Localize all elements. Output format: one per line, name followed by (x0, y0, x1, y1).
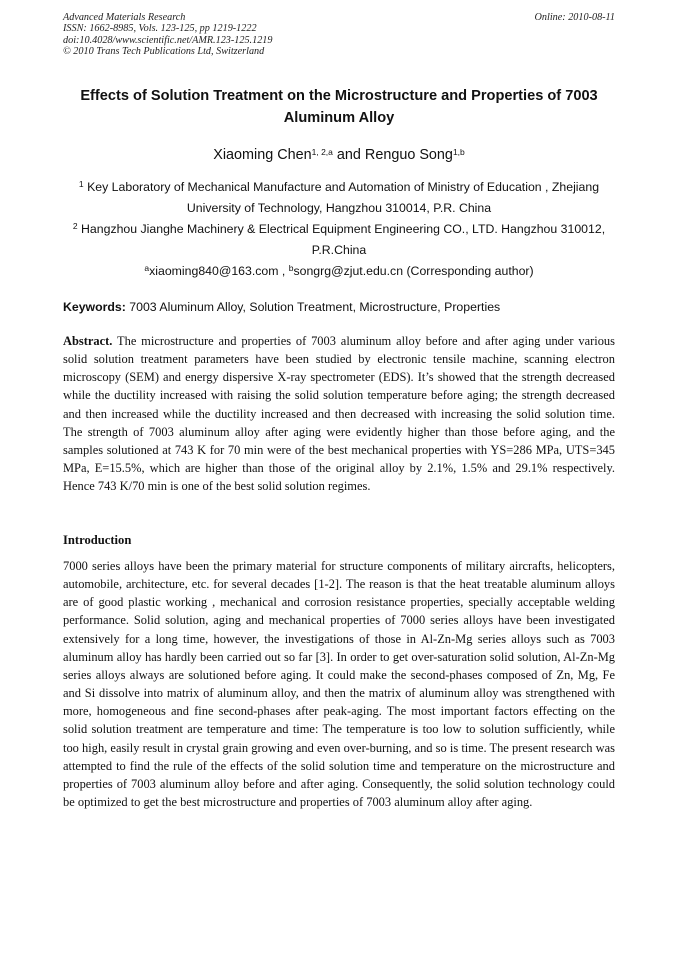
email-mark: a (144, 263, 150, 273)
keywords (63, 298, 615, 316)
author-affiliation-mark: 1,b (452, 147, 465, 157)
keywords-label: Keywords: (63, 300, 126, 314)
author-line (40, 145, 638, 165)
introduction-paragraph: 7000 series alloys have been the primary material for structure components of military aircrafts, helicopters, automobile, architecture, etc. for several decades [1-2]. The reason is that the heat treatable aluminum alloys are of good plastic working , mechanical and corrosion resistance properties, specially acceptable welding performance. Solid solution, aging and mechanical properties of 7000 series alloys have been investigated extensively for a long time, however, the investigations of those in Al-Zn-Mg series alloys such as 7003 aluminum alloy has hardly been carried out so far [3]. In order to get over-saturation solid solution, Al-Zn-Mg series alloys always are solutioned before aging. It could make the second-phases composed of Zn, Mg, Fe and Si dissolve into matrix of aluminum alloy, and then the matrix of aluminum alloy was strengthened with more, homogeneous and fine second-phases after peak-aging. The most important factors effecting on the solid solution treatment are temperature and time: The temperature is too low to solution sufficiently, while too high, easily result in crystal grain growing and even over-burning, and so is time. The present research was attempted to find the rule of the effects of the solid solution time and temperature on the microstructure and properties of 7003 aluminum alloy before and after aging. Consequently, the solid solution technology could be optimized to get the best microstructure and properties of 7003 aluminum alloy after aging. (63, 559, 615, 810)
affiliation-mark: 1 (78, 179, 84, 189)
affiliation-mark: 2 (72, 221, 78, 231)
author-name: Xiaoming Chen (213, 147, 312, 163)
journal-doi: doi:10.4028/www.scientific.net/AMR.123-125.1219 (63, 34, 273, 46)
online-date: Online: 2010-08-11 (534, 12, 615, 23)
email-link[interactable]: songrg@zjut.edu.cn (293, 264, 404, 278)
abstract-text: The microstructure and properties of 7003 aluminum alloy before and after aging under various solid solution treatment parameters have been studied by electronic tensile machine, scanning electron microscopy (SEM) and energy dispersive X-ray spectrometer (EDS). It’s showed that the strength decreased while the ductility increased with raising the solid solution temperature before aging; the strength decreased and then increased while the ductility increased and then decreased with increasing the solid solution time. The strength of 7003 aluminum alloy after aging were evidently higher than those before aging, and the samples solutioned at 743 K for 70 min were of the best mechanical properties with YS=286 MPa, UTS=345 MPa, E=15.5%, which are higher than those of the original alloy by 2.1%, 1.5% and 29.1% respectively. Hence 743 K/70 min is one of the best solid solution regimes. (63, 334, 615, 494)
affiliation-text: Hangzhou Jianghe Machinery & Electrical Equipment Engineering CO., LTD. Hangzhou 310012, P.R.China (81, 222, 606, 257)
paper-title: Effects of Solution Treatment on the Microstructure and Properties of 7003 Aluminum Alloy (80, 88, 598, 126)
journal-copyright: © 2010 Trans Tech Publications Ltd, Switzerland (63, 46, 265, 58)
journal-issn: ISSN: 1662-8985, Vols. 123-125, pp 1219-1222 (63, 23, 257, 35)
affiliation-1 (63, 177, 615, 218)
affiliation-text: Key Laboratory of Mechanical Manufacture and Automation of Ministry of Education , Zhejiang University of Technology, Hangzhou 310014, P.R. China (87, 180, 600, 215)
affiliation-2 (63, 219, 615, 260)
email-separator: , (278, 264, 289, 278)
journal-name: Advanced Materials Research (63, 12, 186, 23)
email-link[interactable]: xiaoming840@163.com (149, 264, 279, 278)
journal-header (63, 12, 615, 58)
corresponding-note: (Corresponding author) (403, 264, 534, 278)
author-affiliation-mark: 1, 2,a (311, 147, 333, 157)
keywords-text: 7003 Aluminum Alloy, Solution Treatment, Microstructure, Properties (125, 300, 501, 314)
abstract (63, 332, 615, 495)
author-emails (63, 262, 615, 280)
section-heading-introduction: Introduction (63, 533, 132, 547)
email-mark: b (288, 263, 294, 273)
abstract-label: Abstract. (63, 334, 113, 348)
author-connector: and (332, 147, 365, 163)
author-name: Renguo Song (364, 147, 453, 163)
